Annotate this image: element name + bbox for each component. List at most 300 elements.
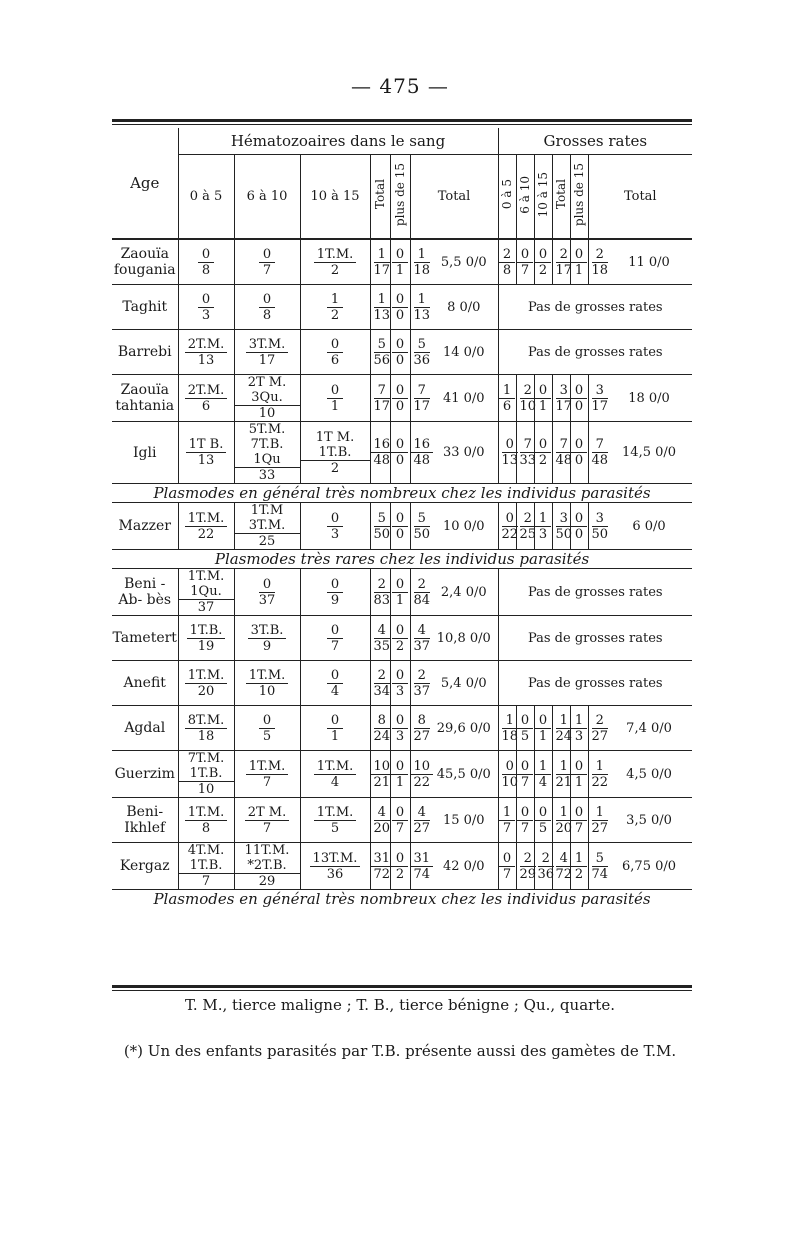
table-row <box>112 569 692 616</box>
spleen-3-den: 20 <box>555 820 573 836</box>
grosses-header: Grosses rates <box>498 128 692 155</box>
hemato-p <box>392 759 408 790</box>
spleen-3-num: 2 <box>556 247 572 263</box>
hemato-t-num: 8 <box>374 713 390 729</box>
age-a <box>179 569 234 615</box>
table-row <box>112 661 692 706</box>
spleen-percent: 6,75 0/0 <box>606 843 692 890</box>
table-row <box>112 285 692 330</box>
age-c-den: 9 <box>330 592 340 608</box>
age-a-num: 0 <box>198 292 214 308</box>
spleen-4-num: 0 <box>571 437 587 453</box>
age-b-den: 10 <box>258 406 276 421</box>
age-b <box>245 805 290 836</box>
locality: Beni- Ikhlef <box>112 798 178 843</box>
spleen-0-den: 13 <box>501 453 519 468</box>
age-a-num: 1T.M. 1Qu. <box>179 569 234 600</box>
plasmodes-note: Plasmodes en général très nombreux chez les individus parasités <box>112 890 692 909</box>
top-rule-thin <box>112 124 692 125</box>
hemato-percent: 5,5 0/0 <box>430 239 498 285</box>
age-c-num: 0 <box>327 623 343 639</box>
age-a <box>198 292 214 323</box>
no-spleen-note: Pas de grosses rates <box>498 616 692 661</box>
hemato-t-den: 72 <box>373 866 391 882</box>
hemato-percent: 29,6 0/0 <box>430 706 498 751</box>
table-row <box>112 375 692 422</box>
spleen-0 <box>499 383 515 414</box>
hemato-tt <box>411 511 434 542</box>
hemato-t <box>371 759 394 790</box>
hemato-tt <box>411 759 434 790</box>
hemato-t <box>371 805 394 836</box>
spleen-2-den: 1 <box>538 398 548 414</box>
age-c <box>327 713 343 744</box>
spleen-2 <box>535 511 551 542</box>
spleen-0-den: 8 <box>502 262 512 278</box>
age-c-den: 2 <box>330 262 340 278</box>
spleen-0-num: 0 <box>502 759 518 775</box>
age-a-num: 1T.M. <box>185 668 228 684</box>
note-row <box>112 550 692 569</box>
header-row-2 <box>112 155 692 240</box>
hemato-tt-num: 5 <box>414 337 430 353</box>
hemato-p-den: 3 <box>395 728 405 744</box>
spleen-0-num: 0 <box>502 437 518 453</box>
hemato-t <box>371 668 394 699</box>
age-a-den: 3 <box>201 307 211 323</box>
spleen-2-num: 0 <box>535 805 551 821</box>
col-0-5: 0 à 5 <box>178 155 234 240</box>
hemato-t-den: 56 <box>373 352 391 368</box>
spleen-1-num: 2 <box>520 851 536 867</box>
hemato-t <box>371 713 394 744</box>
hemato-p <box>392 383 408 414</box>
hemato-p-num: 0 <box>392 668 408 684</box>
hemato-t-den: 21 <box>373 774 391 790</box>
hemato-p-num: 0 <box>392 437 408 453</box>
hemato-percent: 5,4 0/0 <box>430 661 498 706</box>
hemato-t-den: 20 <box>373 820 391 836</box>
spleen-2 <box>535 759 551 790</box>
hemato-tt <box>411 805 434 836</box>
age-a <box>185 383 228 414</box>
hemato-p <box>392 713 408 744</box>
age-b-den: 7 <box>262 262 272 278</box>
spleen-2-num: 0 <box>535 383 551 399</box>
bottom-rule <box>112 985 692 988</box>
age-c-den: 1 <box>330 398 340 414</box>
age-c-den: 6 <box>330 352 340 368</box>
hemato-p <box>392 668 408 699</box>
spleen-4 <box>571 511 587 542</box>
spleen-4-num: 0 <box>571 383 587 399</box>
spleen-5-den: 22 <box>591 774 609 790</box>
spleen-5-den: 27 <box>591 728 609 744</box>
note-row <box>112 484 692 503</box>
hemato-t-num: 4 <box>374 805 390 821</box>
spleen-0 <box>499 851 515 882</box>
spleen-5 <box>589 383 612 414</box>
hemato-tt-den: 27 <box>413 728 431 744</box>
age-c <box>314 247 357 278</box>
age-c <box>314 759 357 790</box>
spleen-1 <box>517 805 533 836</box>
age-a-num: 4T.M. 1T.B. <box>179 843 234 874</box>
hemato-t-num: 5 <box>374 511 390 527</box>
age-a-den: 18 <box>197 728 215 744</box>
hemato-p <box>392 623 408 654</box>
spleen-5-num: 1 <box>592 805 608 821</box>
hemato-p-den: 1 <box>395 592 405 608</box>
age-a-num: 8T.M. <box>185 713 228 729</box>
spleen-4 <box>571 383 587 414</box>
age-c <box>327 511 343 542</box>
age-c-num: 0 <box>327 383 343 399</box>
hemato-t-num: 1 <box>374 292 390 308</box>
hemato-tt-den: 36 <box>413 352 431 368</box>
age-a <box>179 751 234 797</box>
age-c <box>327 577 343 608</box>
locality: Taghit <box>112 285 178 330</box>
age-header: Age <box>112 128 178 239</box>
age-c-num: 13T.M. <box>310 851 361 867</box>
table-row <box>112 751 692 798</box>
table-row <box>112 616 692 661</box>
hemato-tt-den: 13 <box>413 307 431 323</box>
spleen-3-num: 1 <box>556 713 572 729</box>
spleen-5-num: 2 <box>592 247 608 263</box>
spleen-3-den: 21 <box>555 774 573 790</box>
age-b-num: 2T M. 3Qu. <box>235 375 300 406</box>
age-b-num: 2T M. <box>245 805 290 821</box>
age-c-num: 0 <box>327 337 343 353</box>
age-b-num: 1T.M 3T.M. <box>235 503 300 534</box>
age-b-den: 25 <box>258 534 276 549</box>
spleen-3-den: 17 <box>555 398 573 414</box>
hemato-p-den: 3 <box>395 683 405 699</box>
hemato-p-den: 0 <box>395 453 405 468</box>
age-b-den: 7 <box>262 774 272 790</box>
hemato-tt-den: 37 <box>413 638 431 654</box>
hemato-tt-den: 84 <box>413 592 431 608</box>
spleen-2 <box>535 437 551 468</box>
hemato-percent: 10 0/0 <box>430 503 498 550</box>
hemato-percent: 15 0/0 <box>430 798 498 843</box>
hemato-tt-num: 10 <box>411 759 434 775</box>
hemato-tt-num: 5 <box>414 511 430 527</box>
spleen-4 <box>571 851 587 882</box>
hemato-t <box>371 383 394 414</box>
col-10-15: 10 à 15 <box>300 155 370 240</box>
spleen-1-den: 29 <box>519 866 537 882</box>
hemato-tt-num: 4 <box>414 623 430 639</box>
spleen-2-num: 0 <box>535 437 551 453</box>
hemato-t <box>371 623 394 654</box>
spleen-1-den: 25 <box>519 526 537 542</box>
hemato-tt <box>411 577 434 608</box>
table-row <box>112 798 692 843</box>
age-b-den: 17 <box>258 352 276 368</box>
spleen-4-num: 0 <box>571 247 587 263</box>
hemato-percent: 8 0/0 <box>430 285 498 330</box>
spleen-4-den: 0 <box>574 398 584 414</box>
spleen-1-num: 2 <box>520 383 536 399</box>
spleen-4-den: 2 <box>574 866 584 882</box>
spleen-3-num: 1 <box>556 805 572 821</box>
age-a-num: 1T.M. <box>185 805 228 821</box>
hemato-p <box>392 805 408 836</box>
spleen-3-den: 72 <box>555 866 573 882</box>
age-b <box>259 713 275 744</box>
age-a-den: 37 <box>197 600 215 615</box>
spleen-5-num: 7 <box>592 437 608 453</box>
age-c-den: 2 <box>330 307 340 323</box>
hemato-p-den: 0 <box>395 352 405 368</box>
spleen-1 <box>517 713 533 744</box>
hemato-tt-num: 7 <box>414 383 430 399</box>
spleen-4 <box>571 247 587 278</box>
age-a <box>185 337 228 368</box>
age-b-den: 9 <box>262 638 272 654</box>
spleen-percent: 3,5 0/0 <box>606 798 692 843</box>
age-c <box>327 383 343 414</box>
hemato-p-den: 0 <box>395 526 405 542</box>
age-b-num: 1T.M. <box>246 668 289 684</box>
spleen-3-den: 24 <box>555 728 573 744</box>
spleen-percent: 14,5 0/0 <box>606 422 692 484</box>
hemato-p-den: 7 <box>395 820 405 836</box>
hemato-p <box>392 437 408 468</box>
age-c <box>327 337 343 368</box>
spleen-3-num: 3 <box>556 383 572 399</box>
hemato-t-num: 16 <box>371 437 394 453</box>
hemato-p-num: 0 <box>392 805 408 821</box>
spleen-4-den: 7 <box>574 820 584 836</box>
age-b-num: 11T.M. *2T.B. <box>235 843 300 874</box>
age-c-den: 3 <box>330 526 340 542</box>
hemato-t-num: 4 <box>374 623 390 639</box>
hemato-p-num: 0 <box>392 851 408 867</box>
age-b <box>248 623 287 654</box>
spleen-0-num: 0 <box>502 511 518 527</box>
age-b <box>246 337 289 368</box>
spleen-2 <box>535 805 551 836</box>
age-b-num: 0 <box>259 292 275 308</box>
hemato-p <box>392 577 408 608</box>
spleen-0-num: 1 <box>502 713 518 729</box>
hemato-t-den: 48 <box>373 453 391 468</box>
spleen-1-den: 7 <box>520 820 530 836</box>
hemato-percent: 10,8 0/0 <box>430 616 498 661</box>
age-b-num: 0 <box>259 713 275 729</box>
spleen-5-den: 74 <box>591 866 609 882</box>
spleen-5-den: 50 <box>591 526 609 542</box>
hemato-t-den: 34 <box>373 683 391 699</box>
spleen-1-num: 0 <box>517 805 533 821</box>
age-c <box>327 623 343 654</box>
spleen-2 <box>535 713 551 744</box>
spleen-percent: 4,5 0/0 <box>606 751 692 798</box>
gcol-0-5: 0 à 5 <box>500 179 515 210</box>
table-row <box>112 503 692 550</box>
hemato-header: Hématozoaires dans le sang <box>178 128 498 155</box>
spleen-5-den: 18 <box>591 262 609 278</box>
locality: Kergaz <box>112 843 178 890</box>
spleen-1-den: 7 <box>520 774 530 790</box>
hemato-p-num: 0 <box>392 292 408 308</box>
hemato-percent: 42 0/0 <box>430 843 498 890</box>
spleen-5-num: 1 <box>592 759 608 775</box>
age-a-den: 6 <box>201 398 211 414</box>
spleen-1-num: 0 <box>517 247 533 263</box>
hemato-tt-den: 27 <box>413 820 431 836</box>
hemato-tt-den: 74 <box>413 866 431 882</box>
hemato-t-num: 2 <box>374 577 390 593</box>
age-c-num: 1T.M. <box>314 247 357 263</box>
plasmodes-note: Plasmodes très rares chez les individus parasités <box>112 550 692 569</box>
hemato-tt <box>411 713 434 744</box>
hemato-p-num: 0 <box>392 337 408 353</box>
spleen-4-den: 1 <box>574 774 584 790</box>
spleen-0-num: 2 <box>499 247 515 263</box>
age-c-num: 1T.M. <box>314 805 357 821</box>
spleen-5-den: 27 <box>591 820 609 836</box>
age-b <box>235 375 300 421</box>
age-c-num: 0 <box>327 511 343 527</box>
spleen-3-den: 50 <box>555 526 573 542</box>
locality: Mazzer <box>112 503 178 550</box>
spleen-2-den: 2 <box>538 453 548 468</box>
spleen-1 <box>517 759 533 790</box>
age-b-den: 37 <box>258 592 276 608</box>
hemato-p-num: 0 <box>392 577 408 593</box>
spleen-3-num: 7 <box>556 437 572 453</box>
spleen-4 <box>571 805 587 836</box>
age-b <box>235 422 300 483</box>
locality: Guerzim <box>112 751 178 798</box>
age-c-den: 36 <box>326 866 344 882</box>
no-spleen-note: Pas de grosses rates <box>498 661 692 706</box>
hemato-tt <box>411 623 434 654</box>
age-b <box>259 292 275 323</box>
gcol-total-v: Total <box>554 179 569 210</box>
locality: Zaouïa fougania <box>112 239 178 285</box>
spleen-2-den: 1 <box>538 728 548 744</box>
hemato-p <box>392 337 408 368</box>
age-c-den: 4 <box>330 683 340 699</box>
col-total: Total <box>410 155 498 240</box>
hemato-t <box>371 292 394 323</box>
spleen-2-den: 2 <box>538 262 548 278</box>
age-b <box>259 247 275 278</box>
hemato-percent: 33 0/0 <box>430 422 498 484</box>
hemato-tt-num: 1 <box>414 247 430 263</box>
age-c-num: 1 <box>327 292 343 308</box>
spleen-5-den: 48 <box>591 453 609 468</box>
hemato-t-num: 1 <box>374 247 390 263</box>
age-c-den: 4 <box>330 774 340 790</box>
age-a-num: 2T.M. <box>185 337 228 353</box>
spleen-4-den: 1 <box>574 262 584 278</box>
hemato-tt-den: 18 <box>413 262 431 278</box>
spleen-4 <box>571 437 587 468</box>
gcol-total: Total <box>588 155 692 240</box>
no-spleen-note: Pas de grosses rates <box>498 569 692 616</box>
age-b <box>235 843 300 889</box>
spleen-2-den: 3 <box>538 526 548 542</box>
hemato-tt <box>411 851 434 882</box>
age-a <box>185 511 228 542</box>
locality: Anefit <box>112 661 178 706</box>
spleen-2-den: 5 <box>538 820 548 836</box>
spleen-5 <box>589 437 612 468</box>
spleen-3-num: 4 <box>556 851 572 867</box>
hemato-percent: 2,4 0/0 <box>430 569 498 616</box>
table-row <box>112 239 692 285</box>
spleen-0-num: 0 <box>499 851 515 867</box>
age-a-num: 7T.M. 1T.B. <box>179 751 234 782</box>
spleen-5-den: 17 <box>591 398 609 414</box>
hemato-tt-num: 1 <box>414 292 430 308</box>
page-number: — 475 — <box>351 74 449 98</box>
age-b <box>235 503 300 549</box>
age-c-num: 0 <box>327 577 343 593</box>
hemato-t-den: 17 <box>373 262 391 278</box>
table-row <box>112 843 692 890</box>
locality: Barrebi <box>112 330 178 375</box>
locality: Tametert <box>112 616 178 661</box>
spleen-5-num: 3 <box>592 511 608 527</box>
spleen-percent: 18 0/0 <box>606 375 692 422</box>
hemato-tt <box>411 383 434 414</box>
age-a-den: 8 <box>201 820 211 836</box>
spleen-3-den: 17 <box>555 262 573 278</box>
age-a-den: 13 <box>197 352 215 368</box>
hemato-tt-num: 2 <box>414 577 430 593</box>
no-spleen-note: Pas de grosses rates <box>498 330 692 375</box>
spleen-percent: 6 0/0 <box>606 503 692 550</box>
hemato-p-num: 0 <box>392 247 408 263</box>
hemato-p-den: 2 <box>395 866 405 882</box>
spleen-4 <box>571 713 587 744</box>
age-c-num: 0 <box>327 713 343 729</box>
age-b-den: 8 <box>262 307 272 323</box>
age-a-den: 7 <box>201 874 211 889</box>
hemato-t <box>371 337 394 368</box>
hemato-t-num: 2 <box>374 668 390 684</box>
hemato-p <box>392 851 408 882</box>
locality: Igli <box>112 422 178 484</box>
spleen-0-den: 22 <box>501 526 519 542</box>
hemato-p-num: 0 <box>392 623 408 639</box>
spleen-2 <box>535 247 551 278</box>
age-b <box>246 668 289 699</box>
age-b-num: 3T.B. <box>248 623 287 639</box>
hemato-p-den: 2 <box>395 638 405 654</box>
gcol-plus15: plus de 15 <box>572 162 587 227</box>
hemato-p-den: 0 <box>395 307 405 323</box>
locality: Beni - Ab- bès <box>112 569 178 616</box>
hemato-p-num: 0 <box>392 511 408 527</box>
age-c-num: 0 <box>327 668 343 684</box>
hemato-p-num: 0 <box>392 759 408 775</box>
spleen-percent: 7,4 0/0 <box>606 706 692 751</box>
age-a-den: 22 <box>197 526 215 542</box>
spleen-percent: 11 0/0 <box>606 239 692 285</box>
spleen-0-den: 6 <box>502 398 512 414</box>
hemato-p-den: 0 <box>395 398 405 414</box>
spleen-1-num: 2 <box>520 511 536 527</box>
